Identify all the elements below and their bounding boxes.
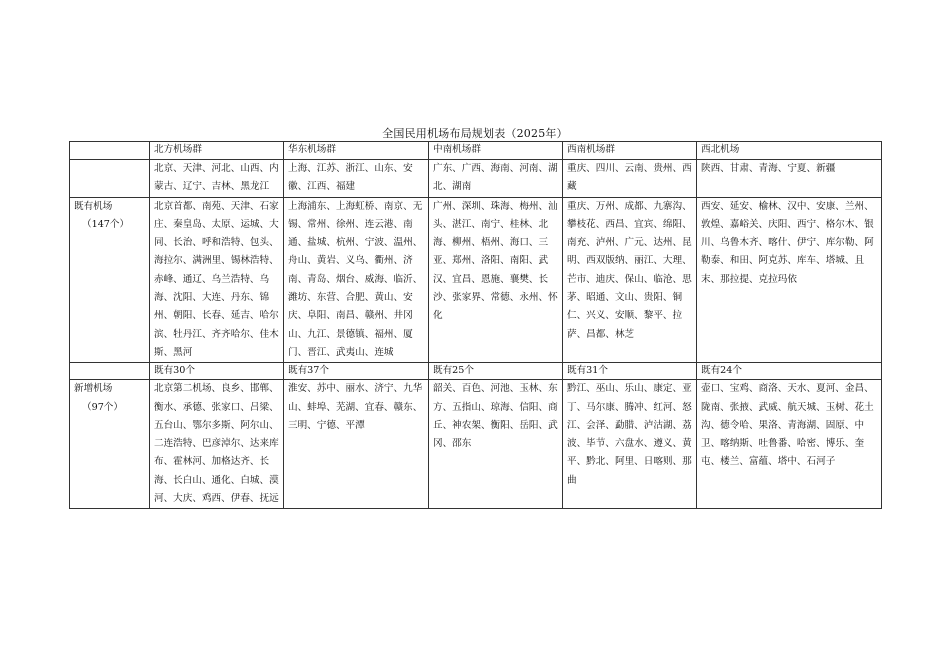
sum-label-cell (70, 363, 150, 380)
provinces-southwest: 重庆、四川、云南、贵州、西藏 (563, 160, 697, 198)
existing-southwest: 重庆、万州、成都、九寨沟、攀枝花、西昌、宜宾、绵阳、南充、泸州、广元、达州、昆明、西双版纳、丽江、大理、芒市、迪庆、保山、临沧、思茅、昭通、文山、贵阳、铜仁、兴义、安顺、黎平、拉萨、昌都、林芝 (563, 197, 697, 363)
existing-label-cell (70, 197, 150, 363)
header-northwest: 西北机场 (697, 142, 882, 160)
new-central-south: 韶关、百色、河池、玉林、东方、五指山、琼海、信阳、商丘、神农架、衡阳、岳阳、武冈、邵东 (429, 380, 563, 509)
airport-plan-table (69, 141, 882, 509)
provinces-central-south: 广东、广西、海南、河南、湖北、湖南 (429, 160, 563, 198)
provinces-northwest: 陕西、甘肃、青海、宁夏、新疆 (697, 160, 882, 198)
new-row (70, 380, 882, 509)
new-southwest: 黔江、巫山、乐山、康定、亚丁、马尔康、腾冲、红河、怒江、会泽、勐腊、泸沽湖、荔波、毕节、六盘水、遵义、黄平、黔北、阿里、日喀则、那曲 (563, 380, 697, 509)
new-east: 淮安、苏中、丽水、济宁、九华山、蚌埠、芜湖、宜春、赣东、三明、宁德、平潭 (284, 380, 429, 509)
new-label: 新增机场 (74, 383, 113, 395)
new-north: 北京第二机场、良乡、邯郸、衡水、承德、张家口、吕梁、五台山、鄂尔多斯、阿尔山、二连浩特、巴彦淖尔、达来库布、霍林河、加格达齐、长海、长白山、通化、白城、漠河、大庆、鸡西、伊春、抚远 (150, 380, 284, 509)
existing-row (70, 197, 882, 363)
header-central-south: 中南机场群 (429, 142, 563, 160)
existing-count: （147个） (82, 218, 130, 230)
existing-sum-row (70, 363, 882, 380)
new-count: （97个） (82, 401, 123, 413)
header-east: 华东机场群 (284, 142, 429, 160)
header-southwest: 西南机场群 (563, 142, 697, 160)
existing-northwest: 西安、延安、榆林、汉中、安康、兰州、敦煌、嘉峪关、庆阳、西宁、格尔木、银川、乌鲁木齐、喀什、伊宁、库尔勒、阿勒泰、和田、阿克苏、库车、塔城、且末、那拉提、克拉玛依 (697, 197, 882, 363)
table-title: 全国民用机场布局规划表（2025年） (382, 127, 568, 140)
provinces-east: 上海、江苏、浙江、山东、安徽、江西、福建 (284, 160, 429, 198)
existing-east: 上海浦东、上海虹桥、南京、无锡、常州、徐州、连云港、南通、盐城、杭州、宁波、温州、舟山、黄岩、义乌、衢州、济南、青岛、烟台、威海、临沂、潍坊、东营、合肥、黄山、安庆、阜阳、南昌、赣州、井冈山、九江、景德镇、福州、厦门、晋江、武夷山、连城 (284, 197, 429, 363)
existing-north: 北京首都、南苑、天津、石家庄、秦皇岛、太原、运城、大同、长治、呼和浩特、包头、海拉尔、满洲里、锡林浩特、赤峰、通辽、乌兰浩特、乌海、沈阳、大连、丹东、锦州、朝阳、长春、延吉、哈尔滨、牡丹江、齐齐哈尔、佳木斯、黑河 (150, 197, 284, 363)
provinces-row (70, 160, 882, 198)
new-label-cell (70, 380, 150, 509)
sum-east: 既有37个 (284, 363, 429, 380)
provinces-label-cell (70, 160, 150, 198)
existing-label: 既有机场 (74, 200, 113, 212)
provinces-north: 北京、天津、河北、山西、内蒙古、辽宁、吉林、黑龙江 (150, 160, 284, 198)
sum-central-south: 既有25个 (429, 363, 563, 380)
existing-central-south: 广州、深圳、珠海、梅州、汕头、湛江、南宁、桂林、北海、柳州、梧州、海口、三亚、郑州、洛阳、南阳、武汉、宜昌、恩施、襄樊、长沙、张家界、常德、永州、怀化 (429, 197, 563, 363)
header-north: 北方机场群 (150, 142, 284, 160)
sum-north: 既有30个 (150, 363, 284, 380)
header-row (70, 142, 882, 160)
sum-northwest: 既有24个 (697, 363, 882, 380)
new-northwest: 壶口、宝鸡、商洛、天水、夏河、金昌、陇南、张掖、武威、航天城、玉树、花土沟、德令哈、果洛、青海湖、固原、中卫、喀纳斯、吐鲁番、哈密、博乐、奎屯、楼兰、富蕴、塔中、石河子 (697, 380, 882, 509)
sum-southwest: 既有31个 (563, 363, 697, 380)
header-blank-cell (70, 142, 150, 160)
